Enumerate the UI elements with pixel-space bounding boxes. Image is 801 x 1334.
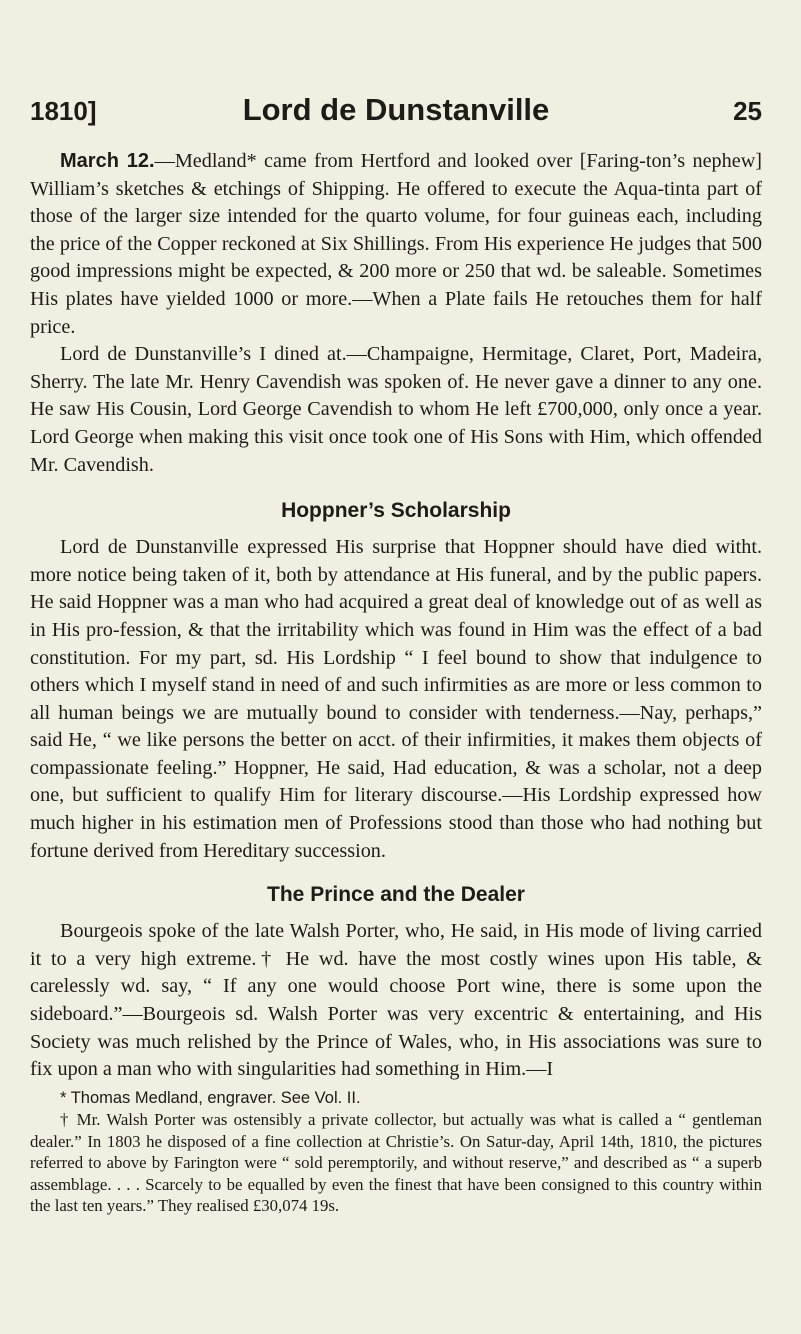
footnote-walsh-porter: † Mr. Walsh Porter was ostensibly a private collector, but actually was what is called a “ gentleman dealer.” In 1803 he disposed of a fine collection at Christie’s. On Satur-day, April 14th, 1810, the pictures referred to above by Farington were “ sold peremptorily, and without reserve,” and described as “ a superb assemblage. . . . Scarcely to be equalled by even the finest that have been consigned to this country within the last ten years.” They realised £30,074 19s. (30, 1110, 762, 1216)
section-heading-hoppner: Hoppner’s Scholarship (281, 499, 511, 523)
footnote-medland: * Thomas Medland, engraver. See Vol. II. (60, 1088, 361, 1107)
entry-date: March 12. (60, 150, 155, 172)
footnotes (30, 1088, 762, 1217)
page-number: 25 (733, 96, 762, 126)
header-title: Lord de Dunstanville (242, 92, 550, 127)
paragraph-march-12 (30, 148, 762, 341)
header-year: 1810] (30, 96, 97, 126)
running-header (30, 92, 762, 136)
paragraph-text: —Medland* came from Hertford and looked over [Faring-ton’s nephew] William’s sketches & etchings of Shipping. He offered to execute the Aqua-tinta part of those of the larger size intended for the quarto volume, for four guineas each, including the price of the Copper reckoned at Six Shillings. From His experience He judges that 500 good impressions might be expected, & 200 more or 250 that wd. be saleable. Sometimes His plates have yielded 1000 or more.—When a Plate fails He retouches them for half price. (30, 150, 763, 338)
paragraph-dinner: Lord de Dunstanville’s I dined at.—Champaigne, Hermitage, Claret, Port, Madeira, Sherry. The late Mr. Henry Cavendish was spoken of. He never gave a dinner to any one. He saw His Cousin, Lord George Cavendish to whom He left £700,000, only once a year. Lord George when making this visit once took one of His Sons with Him, which offended Mr. Cavendish. (30, 343, 762, 476)
paragraph-hoppner: Lord de Dunstanville expressed His surprise that Hoppner should have died witht. more notice being taken of it, both by attendance at His funeral, and by the public papers. He said Hoppner was a man who had acquired a great deal of knowledge out of as well as in His pro-fession, & that the irritability which was found in Him was the effect of a bad constitution. For my part, sd. His Lordship “ I feel bound to show that indulgence to others which I myself stand in need of and such infirmities as are more or less common to all human beings we are mutually bound to consider with tenderness.—Nay, perhaps,” said He, “ we like persons the better on acct. of their infirmities, it makes them objects of compassionate feeling.” Hoppner, He said, Had education, & was a scholar, not a deep one, but sufficient to qualify Him for literary discourse.—His Lordship expressed how much higher in his estimation men of Professions stood than those who had nothing but fortune derived from Hereditary succession. (30, 536, 762, 862)
section-heading-prince-dealer: The Prince and the Dealer (267, 883, 525, 907)
page-body (30, 148, 762, 1217)
paragraph-walsh-porter: Bourgeois spoke of the late Walsh Porter, who, He said, in His mode of living carried it to a very high extreme.† He wd. have the most costly wines upon His table, & carelessly wd. say, “ If any one would choose Port wine, there is some upon the sideboard.”—Bourgeois sd. Walsh Porter was very excentric & entertaining, and His Society was much relished by the Prince of Wales, who, in His associations was sure to fix upon a man who with singularities had something in Him.—I (30, 920, 762, 1081)
